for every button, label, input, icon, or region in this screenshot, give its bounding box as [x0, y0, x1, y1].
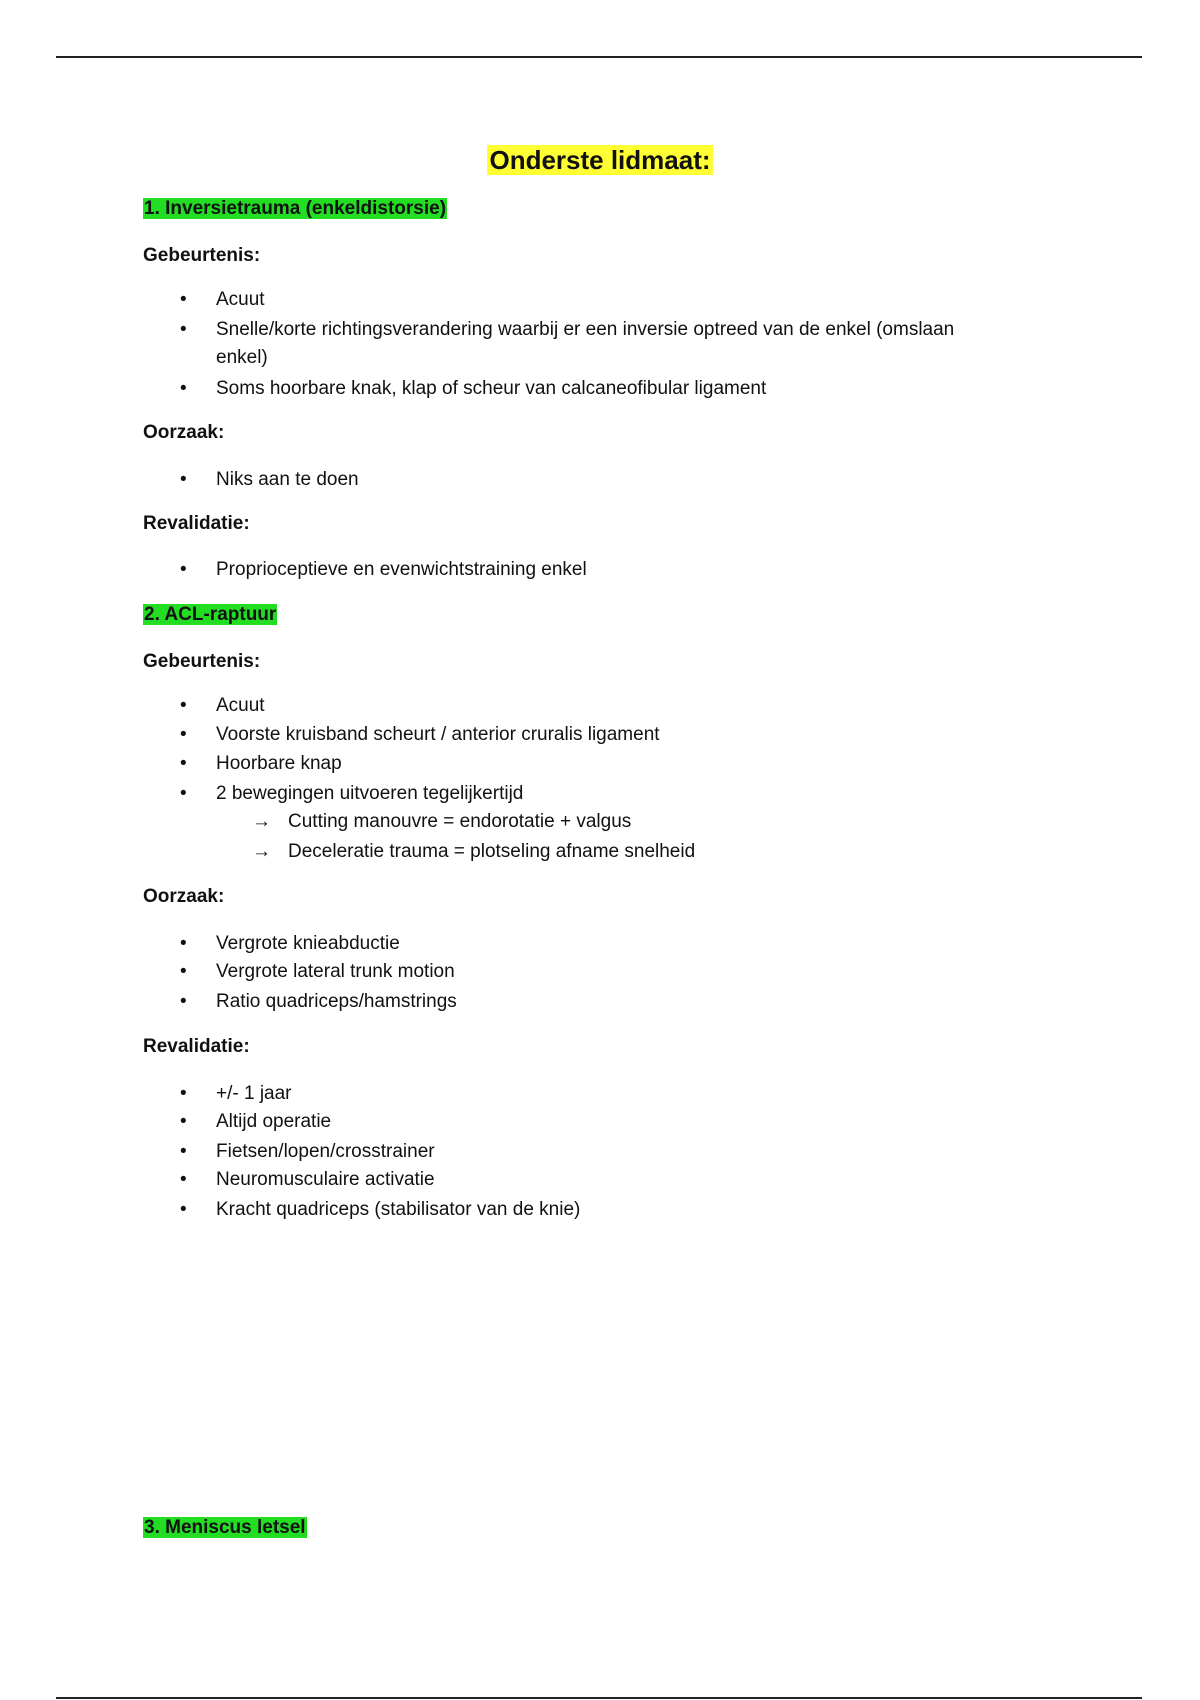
bullet-icon: • [180, 378, 187, 399]
section-heading-inversietrauma [143, 195, 447, 223]
sub-list-item-text: Deceleratie trauma = plotseling afname snelheid [288, 841, 696, 862]
section-heading-acl-raptuur [143, 601, 277, 629]
bullet-icon: • [180, 469, 187, 490]
bullet-icon: • [180, 559, 187, 580]
bullet-icon: • [180, 1083, 187, 1104]
list-item-text: enkel) [216, 347, 268, 368]
list-item-text: Proprioceptieve en evenwichtstraining enkel [216, 559, 587, 580]
list-item-text: Voorste kruisband scheurt / anterior cruralis ligament [216, 724, 660, 745]
sub-list-item-text: Cutting manouvre = endorotatie + valgus [288, 811, 632, 832]
page-title-text: Onderste lidmaat: [489, 145, 711, 175]
section-heading-text: 1. Inversietrauma (enkeldistorsie) [144, 198, 447, 219]
list-item-text: Acuut [216, 695, 265, 716]
oorzaak-label: Oorzaak: [143, 422, 225, 443]
page-title [0, 142, 1200, 178]
bullet-icon: • [180, 933, 187, 954]
list-item-text: Neuromusculaire activatie [216, 1169, 435, 1190]
section-heading-meniscus-letsel [143, 1514, 307, 1542]
section-heading-text: 2. ACL-raptuur [144, 604, 277, 625]
bullet-icon: • [180, 1169, 187, 1190]
bullet-icon: • [180, 289, 187, 310]
list-item-text: Soms hoorbare knak, klap of scheur van calcaneofibular ligament [216, 378, 767, 399]
list-item-text: Hoorbare knap [216, 753, 342, 774]
bullet-icon: • [180, 724, 187, 745]
bullet-icon: • [180, 991, 187, 1012]
gebeurtenis-label: Gebeurtenis: [143, 245, 261, 266]
bullet-icon: • [180, 753, 187, 774]
list-item-text: Vergrote knieabductie [216, 933, 400, 954]
footer-rule [56, 1697, 1142, 1699]
list-item-text: Acuut [216, 289, 265, 310]
list-item-text: Ratio quadriceps/hamstrings [216, 991, 457, 1012]
bullet-icon: • [180, 319, 187, 340]
list-item-text: Fietsen/lopen/crosstrainer [216, 1141, 435, 1162]
arrow-right-icon: → [252, 811, 271, 832]
bullet-icon: • [180, 961, 187, 982]
list-item-text: +/- 1 jaar [216, 1083, 292, 1104]
arrow-right-icon: → [252, 841, 271, 862]
list-item-text: 2 bewegingen uitvoeren tegelijkertijd [216, 783, 524, 804]
list-item-text: Vergrote lateral trunk motion [216, 961, 455, 982]
bullet-icon: • [180, 1111, 187, 1132]
header-rule [56, 56, 1142, 58]
list-item-text: Snelle/korte richtingsverandering waarbij er een inversie optreed van de enkel (omslaan [216, 319, 955, 340]
list-item-text: Niks aan te doen [216, 469, 359, 490]
list-item-text: Kracht quadriceps (stabilisator van de knie) [216, 1199, 581, 1220]
bullet-icon: • [180, 783, 187, 804]
revalidatie-label: Revalidatie: [143, 513, 250, 534]
list-item-text: Altijd operatie [216, 1111, 332, 1132]
bullet-icon: • [180, 1199, 187, 1220]
section-heading-text: 3. Meniscus letsel [144, 1517, 306, 1538]
oorzaak-label: Oorzaak: [143, 886, 225, 907]
bullet-icon: • [180, 1141, 187, 1162]
bullet-icon: • [180, 695, 187, 716]
revalidatie-label: Revalidatie: [143, 1036, 250, 1057]
gebeurtenis-label: Gebeurtenis: [143, 651, 261, 672]
